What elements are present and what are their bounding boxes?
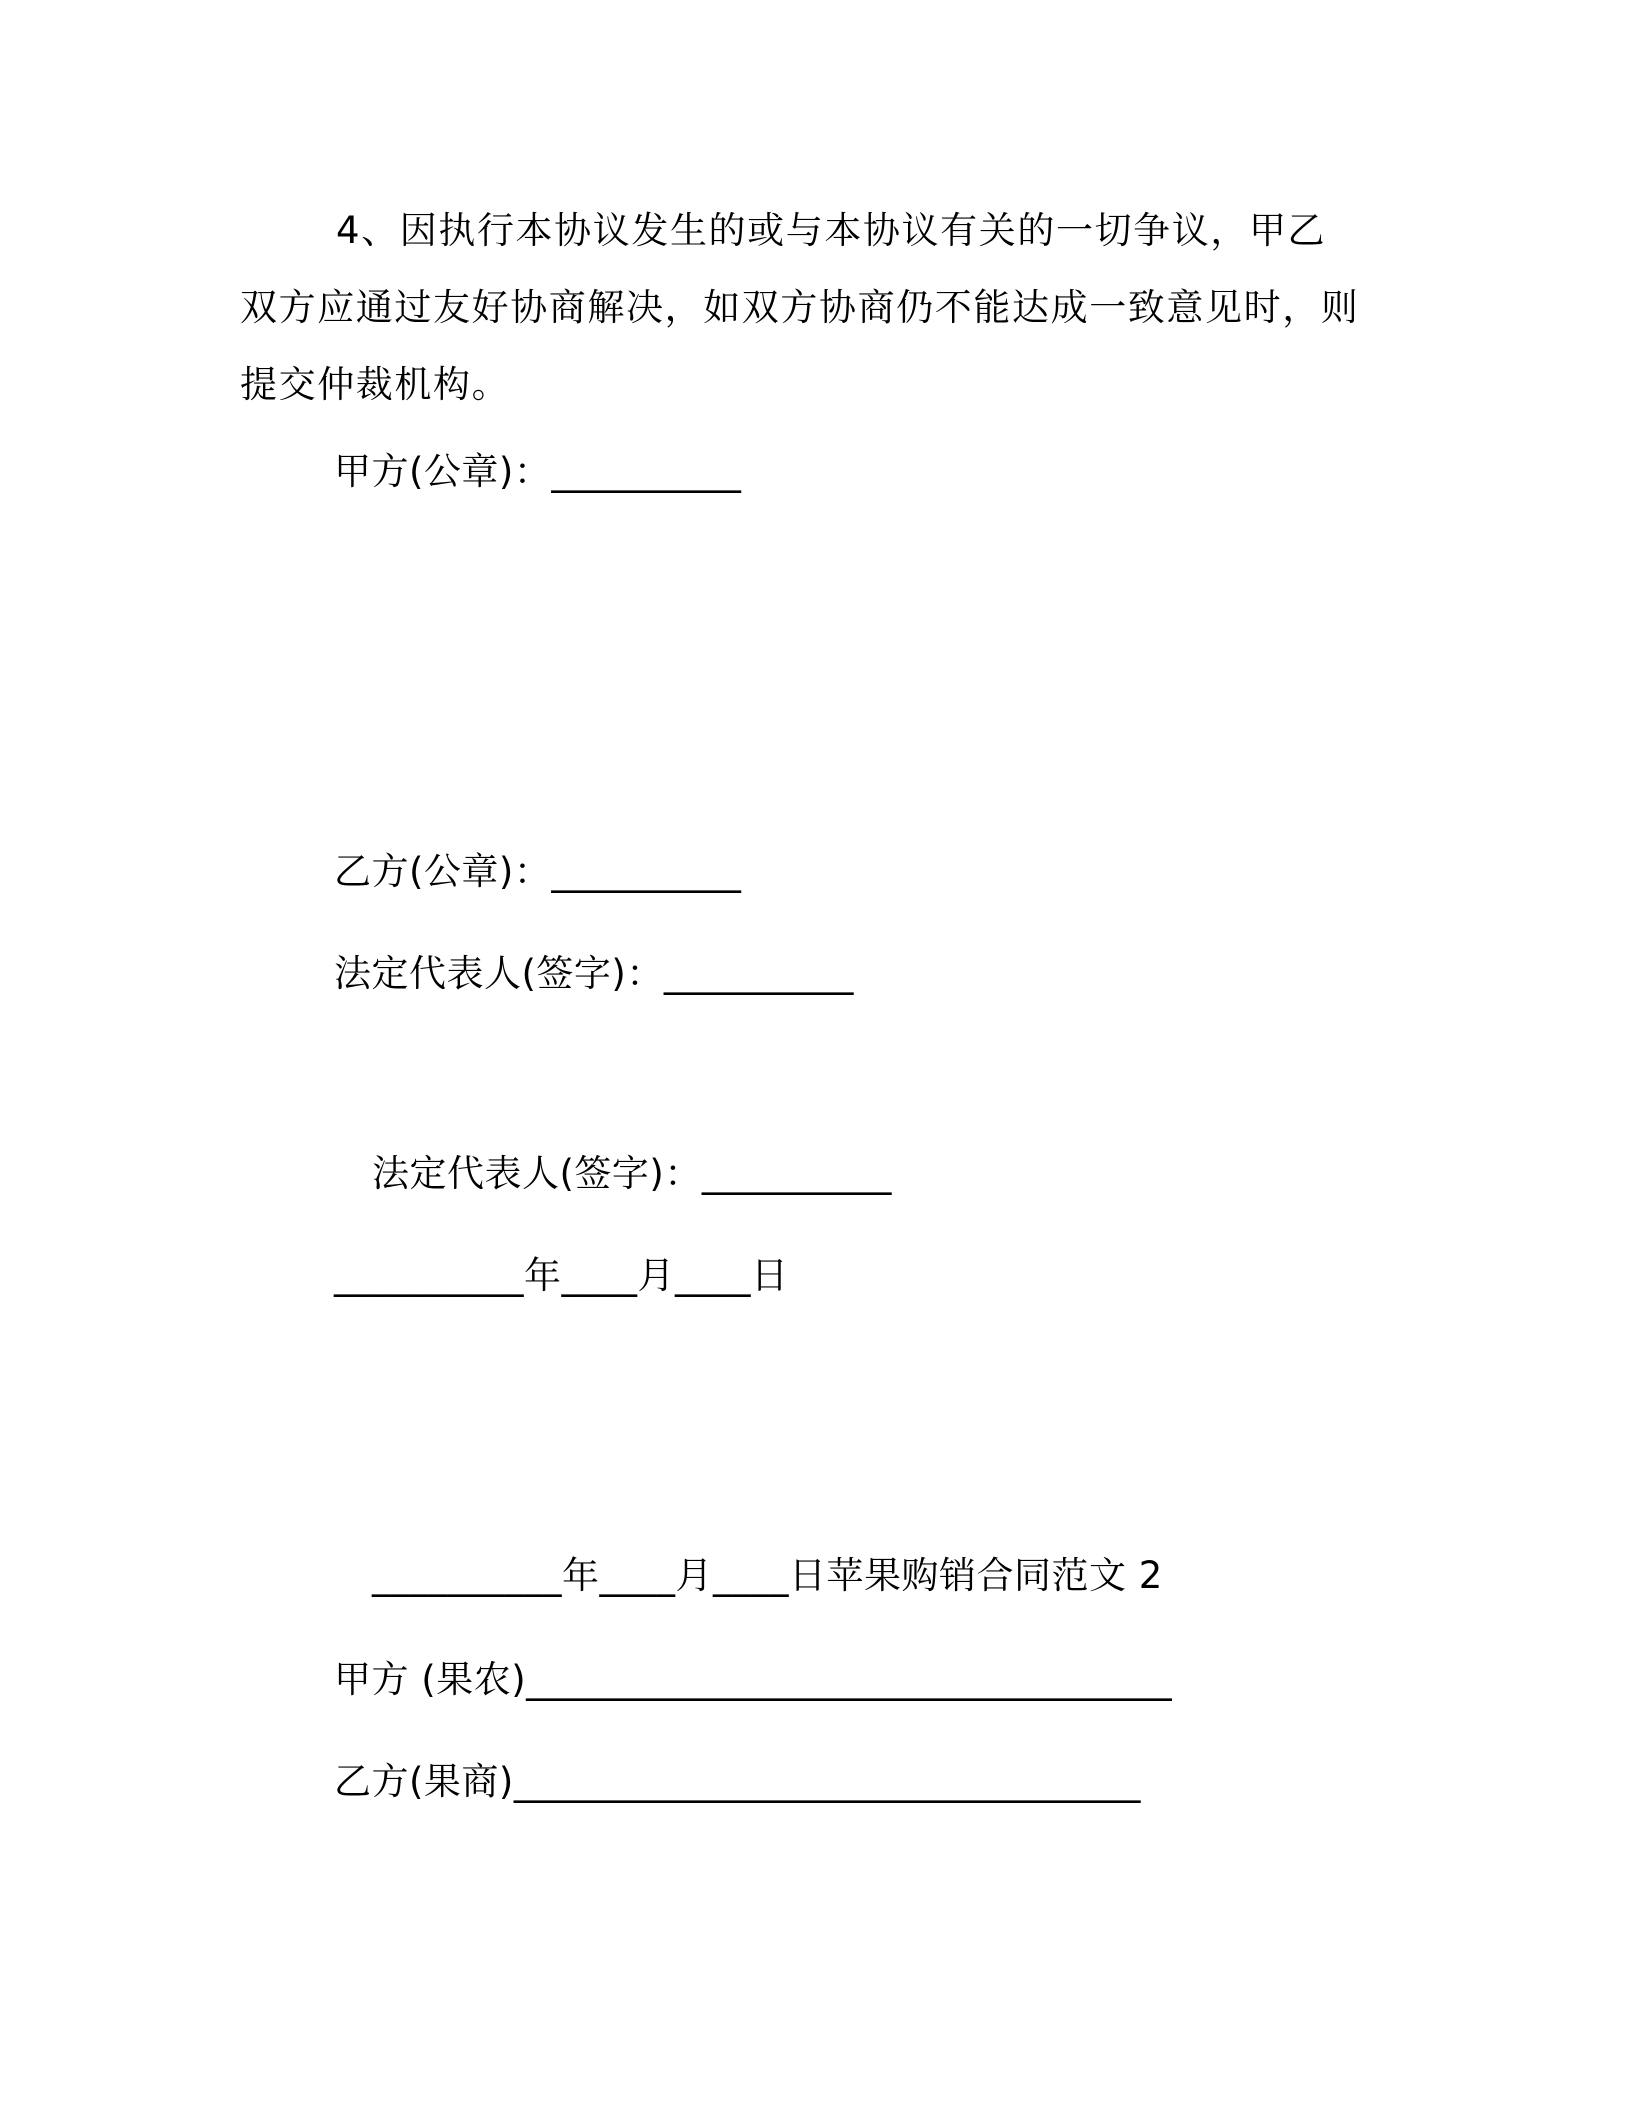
party-b-seal-line: 乙方(公章)：__________: [334, 850, 742, 893]
legal-representative-line-1: 法定代表人(签字)：__________: [334, 952, 854, 995]
legal-representative-line-2: 法定代表人(签字)：__________: [372, 1152, 892, 1195]
party-b-merchant-line: 乙方(果商)_________________________________: [334, 1760, 1141, 1803]
clause-4-paragraph: 4、因执行本协议发生的或与本协议有关的一切争议，甲乙双方应通过友好协商解决，如双方协商仍不能达成一致意见时，则提交仲裁机构。: [240, 209, 1360, 406]
date-line: __________年____月____日: [334, 1254, 789, 1297]
date-and-contract-title-line: __________年____月____日苹果购销合同范文 2: [372, 1554, 1163, 1597]
party-a-seal-line: 甲方(公章)：__________: [334, 450, 742, 493]
party-a-farmer-line: 甲方 (果农)__________________________________: [334, 1658, 1173, 1701]
